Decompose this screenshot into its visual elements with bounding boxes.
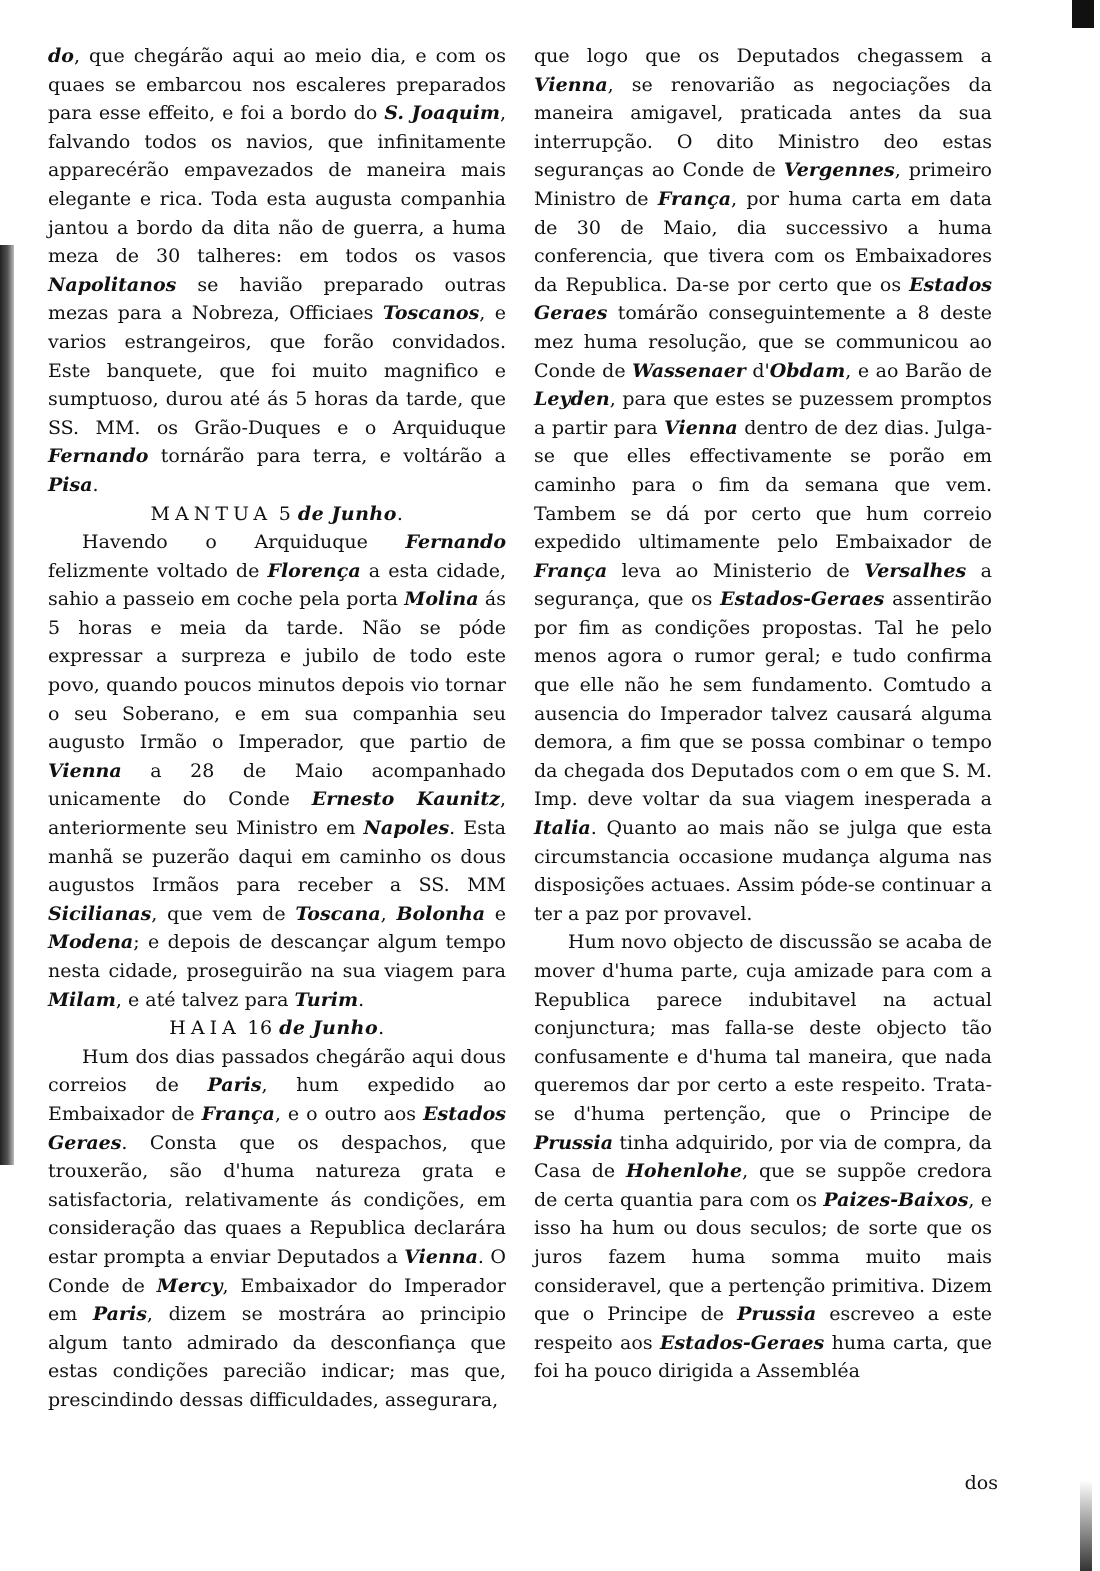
dateline-date: 16 de Junho.	[247, 1017, 385, 1040]
article-text-mantua: Havendo o Arquiduque Fernando felizmente voltado de Florença a esta cidade, sahio a passeio em coche pela porta Molina ás 5 horas e meia da tarde. Não se póde expressar a surpreza e jubilo de todo este povo, quando poucos minutos depois vio tornar o seu Soberano, e em sua companhia seu augusto Irmão o Imperador, que partio de Vienna a 28 de Maio acompanhado unicamente do Conde Ernesto Kaunitz, anteriormente seu Ministro em Napoles. Esta manhã se puzerão daqui em caminho os dous augustos Irmãos para receber a SS. MM Sicilianas, que vem de Toscana, Bolonha e Modena; e depois de descançar algum tempo nesta cidade, proseguirão na sua viagem para Milam, e até talvez para Turim.	[48, 531, 506, 1011]
dateline-date: 5 de Junho.	[278, 502, 404, 525]
scan-edge-shadow-bottom	[1080, 1480, 1092, 1571]
dateline-mantua	[48, 500, 506, 529]
article-text-pisa: do, que chegárão aqui ao meio dia, e com os quaes se embarcou nos escaleres preparados para esse effeito, e foi a bordo do S. Joaquim, falvando todos os navios, que infinitamente apparecérão empavezados de maneira mais elegante e rica. Toda esta augusta companhia jantou a bordo da dita não de guerra, a huma meza de 30 talheres: em todos os vasos Napolitanos se havião preparado outras mezas para a Nobreza, Officiaes Toscanos, e varios estrangeiros, que forão convidados. Este banquete, que foi muito magnifico e sumptuoso, durou até ás 5 horas da tarde, que SS. MM. os Grão-Duques e o Arquiduque Fernando tornárão para terra, e voltárão a Pisa.	[48, 45, 506, 496]
article-text-haia-continued: que logo que os Deputados chegassem a Vienna, se renovarião as negociações da maneira amigavel, praticada antes da sua interrupção. O dito Ministro deo estas seguranças ao Conde de Vergennes, primeiro Ministro de França, por huma carta em data de 30 de Maio, dia successivo a huma conferencia, que tivera com os Embaixadores da Republica. Da-se por certo que os Estados Geraes tomárão conseguintemente a 8 deste mez huma resolução, que se communicou ao Conde de Wassenaer d'Obdam, e ao Barão de Leyden, para que estes se puzessem promptos a partir para Vienna dentro de dez dias. Julga-se que elles effectivamente se porão em caminho para o fim da semana que vem. Tambem se dá por certo que hum correio expedido ultimamente pelo Embaixador de França leva ao Ministerio de Versalhes a segurança, que os Estados-Geraes assentirão por fim as condições propostas. Tal he pelo menos agora o rumor geral; e tudo confirma que elle não he sem fundamento. Comtudo a ausencia do Imperador talvez causará alguma demora, a fim que se possa combinar o tempo da chegada dos Deputados com o em que S. M. Imp. deve voltar da sua viagem inesperada a Italia. Quanto ao mais não se julga que esta circumstancia occasione mudança alguma nas disposições actuaes. Assim póde-se continuar a ter a paz por provavel.	[534, 45, 993, 925]
left-column	[48, 42, 506, 1415]
scan-edge-mark	[1072, 0, 1094, 28]
scan-edge-shadow	[0, 245, 14, 1165]
dateline-haia	[48, 1014, 506, 1043]
dateline-place: HAIA	[169, 1017, 241, 1040]
newspaper-page	[48, 42, 998, 1542]
right-column	[534, 42, 992, 1386]
catchword: dos	[964, 1472, 998, 1494]
article-text-haia: Hum dos dias passados chegárão aqui dous correios de Paris, hum expedido ao Embaixador de França, e o outro aos Estados Geraes. Consta que os despachos, que trouxerão, são d'huma natureza grata e satisfactoria, relativamente ás condições, em consideração das quaes a Republica declarára estar prompta a enviar Deputados a Vienna. O Conde de Mercy, Embaixador do Imperador em Paris, dizem se mostrára ao principio algum tanto admirado da desconfiança que estas condições parecião indicar; mas que, prescindindo dessas difficuldades, assegurara,	[48, 1045, 507, 1411]
article-text-prussia: Hum novo objecto de discussão se acaba de mover d'huma parte, cuja amizade para com a Republica parece indubitavel na actual conjunctura; mas falla-se deste objecto tão confusamente e d'huma tal maneira, que nada queremos dar por certo a este respeito. Trata-se d'huma pertenção, que o Principe de Prussia tinha adquirido, por via de compra, da Casa de Hohenlohe, que se suppõe credora de certa quantia para com os Paizes-Baixos, e isso ha hum ou dous seculos; de sorte que os juros fazem huma somma muito mais consideravel, que a pertenção primitiva. Dizem que o Principe de Prussia escreveo a este respeito aos Estados-Geraes huma carta, que foi ha pouco dirigida a Assembléa	[534, 931, 993, 1383]
dateline-place: MANTUA	[150, 502, 273, 525]
